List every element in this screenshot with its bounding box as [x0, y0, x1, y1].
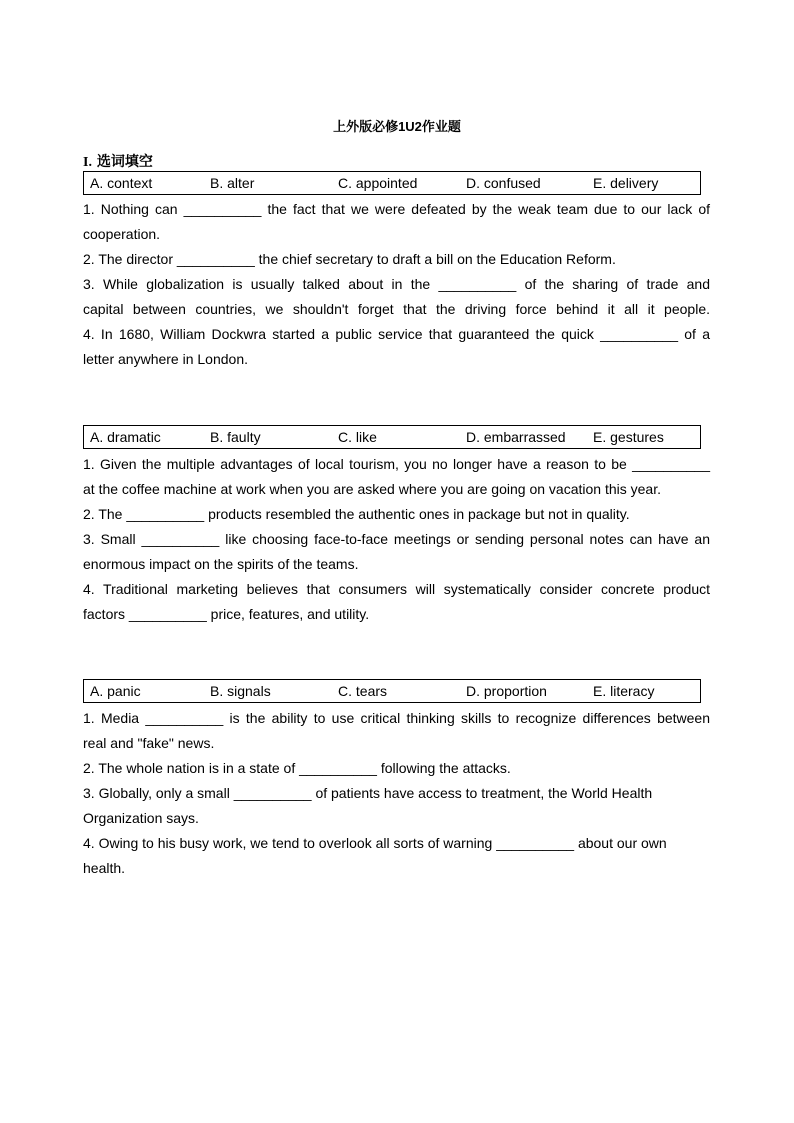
option-e: E. literacy: [593, 683, 655, 699]
question-line: capital between countries, we shouldn't forget that the driving force behind it all it people.: [83, 301, 710, 317]
question-line: cooperation.: [83, 226, 161, 242]
question-line: health.: [83, 860, 126, 876]
option-d: D. embarrassed: [466, 429, 566, 445]
option-d: D. proportion: [466, 683, 547, 699]
question-line: 3. Globally, only a small __________ of patients have access to treatment, the World Health: [83, 785, 653, 801]
question-line: 4. Owing to his busy work, we tend to overlook all sorts of warning __________ about our own: [83, 835, 667, 851]
option-c: C. like: [338, 429, 377, 445]
question-line: 2. The director __________ the chief secretary to draft a bill on the Education Reform.: [83, 251, 616, 267]
section-number: I.: [83, 155, 92, 170]
option-b: B. faulty: [210, 429, 261, 445]
question-line: real and "fake" news.: [83, 735, 215, 751]
word-bank-2: [83, 425, 701, 449]
question-line: 1. Given the multiple advantages of local tourism, you no longer have a reason to be __________: [83, 456, 710, 472]
question-line: 1. Nothing can __________ the fact that we were defeated by the weak team due to our lack of: [83, 201, 710, 217]
page-title: 上外版必修1U2作业题: [333, 119, 461, 134]
word-bank-3: [83, 679, 701, 703]
option-a: A. panic: [90, 683, 141, 699]
question-line: letter anywhere in London.: [83, 351, 248, 367]
question-line: Organization says.: [83, 810, 199, 826]
question-line: enormous impact on the spirits of the teams.: [83, 556, 359, 572]
option-d: D. confused: [466, 175, 541, 191]
option-a: A. dramatic: [90, 429, 161, 445]
word-bank-1: [83, 171, 701, 195]
section-heading: [83, 151, 153, 171]
question-line: 2. The whole nation is in a state of __________ following the attacks.: [83, 760, 511, 776]
question-line: factors __________ price, features, and utility.: [83, 606, 370, 622]
question-line: at the coffee machine at work when you are asked where you are going on vacation this year.: [83, 481, 661, 497]
question-line: 4. In 1680, William Dockwra started a public service that guaranteed the quick __________ of a: [83, 326, 710, 342]
option-e: E. delivery: [593, 175, 659, 191]
section-title: 选词填空: [96, 154, 153, 170]
question-line: 3. While globalization is usually talked about in the __________ of the sharing of trade and: [83, 276, 710, 292]
option-b: B. alter: [210, 175, 255, 191]
option-a: A. context: [90, 175, 153, 191]
question-line: 4. Traditional marketing believes that consumers will systematically consider concrete product: [83, 581, 710, 597]
option-c: C. appointed: [338, 175, 418, 191]
question-line: 1. Media __________ is the ability to use critical thinking skills to recognize differences between: [83, 710, 710, 726]
question-line: 3. Small __________ like choosing face-to-face meetings or sending personal notes can have an: [83, 531, 710, 547]
option-b: B. signals: [210, 683, 271, 699]
option-c: C. tears: [338, 683, 388, 699]
question-line: 2. The __________ products resembled the authentic ones in package but not in quality.: [83, 506, 630, 522]
option-e: E. gestures: [593, 429, 664, 445]
